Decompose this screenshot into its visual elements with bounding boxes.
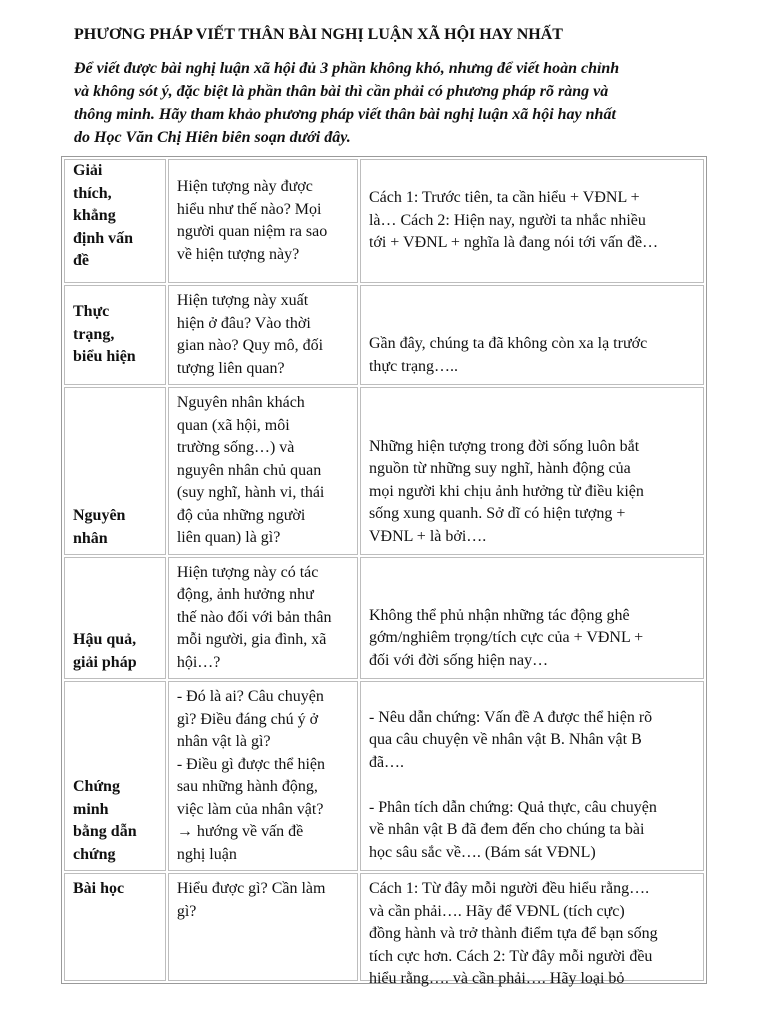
- table-row: [64, 681, 704, 871]
- row-heading-cell: [64, 159, 166, 283]
- question-line: người quan niệm ra sao: [176, 223, 328, 240]
- answer-cell: [360, 557, 704, 679]
- answer-line: Những hiện tượng trong đời sống luôn bắt: [368, 437, 640, 455]
- row-heading-cell: [64, 285, 166, 385]
- question-line: Hiện tượng này xuất: [176, 292, 309, 309]
- question-line: về hiện tượng này?: [176, 245, 300, 263]
- answer-cell: [360, 681, 704, 871]
- answer-line: nguồn từ những suy nghĩ, hành động của: [368, 460, 631, 477]
- intro-line: và không sót ý, đặc biệt là phần thân bài thì cần phải có phương pháp rõ ràng và: [74, 83, 609, 100]
- question-line: - Đó là ai? Câu chuyện: [176, 688, 324, 705]
- question-line: (suy nghĩ, hành vi, thái: [176, 484, 325, 502]
- answer-line: tích cực hơn. Cách 2: Từ đây mỗi người đều: [368, 947, 653, 965]
- row-heading-line: khẳng: [73, 207, 116, 224]
- answer-line: mọi người khi chịu ảnh hưởng từ điều kiện: [368, 482, 644, 500]
- answer-line: gớm/nghiêm trọng/tích cực của + VĐNL +: [368, 629, 644, 646]
- answer-line: qua câu chuyện về nhân vật B. Nhân vật B: [368, 731, 642, 748]
- question-cell: [168, 557, 358, 679]
- question-line: mỗi người, gia đình, xã: [176, 631, 327, 649]
- row-heading-cell: [64, 681, 166, 871]
- answer-line: Không thể phủ nhận những tác động ghê: [368, 606, 630, 624]
- answer-line: thực trạng…..: [368, 357, 459, 375]
- question-line: Hiểu được gì? Cần làm: [176, 880, 326, 897]
- answer-cell: [360, 387, 704, 555]
- question-line: → hướng về vấn đề: [176, 823, 304, 840]
- question-line: Nguyên nhân khách: [176, 394, 305, 412]
- row-heading-line: nhân: [73, 529, 108, 547]
- answer-line: hiểu rằng…. và cần phải…. Hãy loại bỏ: [368, 970, 625, 987]
- row-heading-line: Giải: [73, 162, 103, 179]
- answer-clip: [368, 878, 695, 987]
- answer-line: Cách 1: Từ đây mỗi người đều hiểu rằng….: [368, 880, 650, 897]
- intro-line: do Học Văn Chị Hiên biên soạn dưới đây.: [74, 129, 351, 146]
- row-heading-line: bằng dẫn: [73, 823, 137, 840]
- table-row: [64, 159, 704, 283]
- row-heading-line: Hậu quả,: [73, 631, 137, 648]
- row-heading-line: trạng,: [73, 325, 115, 343]
- answer-line: sống xung quanh. Sở dĩ có hiện tượng +: [368, 505, 626, 522]
- row-heading-line: Nguyên: [73, 507, 126, 524]
- row-heading-line: Chứng: [73, 778, 120, 795]
- answer-line: đã….: [368, 753, 405, 771]
- question-line: hiện ở đâu? Vào thời: [176, 314, 311, 332]
- answer-line: VĐNL + là bởi….: [368, 527, 487, 545]
- question-line: hội…?: [176, 653, 221, 671]
- question-line: Hiện tượng này có tác: [176, 563, 319, 581]
- question-line: động, ảnh hưởng như: [176, 586, 314, 604]
- answer-line: đối với đời sống hiện nay…: [368, 651, 549, 669]
- answer-cell: [360, 873, 704, 987]
- row-heading-line: Thực: [73, 303, 110, 321]
- question-cell: [168, 681, 358, 871]
- row-heading-line: thích,: [73, 184, 112, 202]
- question-line: - Điều gì được thể hiện: [176, 755, 326, 773]
- question-line: Hiện tượng này được: [176, 178, 313, 195]
- row-heading-line: Bài học: [73, 880, 125, 897]
- question-line: việc làm của nhân vật?: [176, 800, 324, 818]
- answer-line: là… Cách 2: Hiện nay, người ta nhắc nhiều: [368, 211, 646, 229]
- row-heading-line: đề: [73, 252, 89, 269]
- table-row: [64, 557, 704, 679]
- answer-cell: [360, 159, 704, 283]
- question-line: liên quan) là gì?: [176, 529, 281, 547]
- question-line: nghị luận: [176, 845, 237, 863]
- row-heading-line: định vấn: [73, 229, 134, 247]
- answer-line: đồng hành và trở thành điểm tựa để bạn sống: [368, 925, 658, 942]
- question-line: sau những hành động,: [176, 778, 318, 795]
- row-heading-line: chứng: [73, 845, 116, 863]
- row-heading-line: minh: [73, 800, 109, 818]
- paragraph-gap: [369, 774, 695, 797]
- question-cell: [168, 873, 358, 981]
- question-line: gì?: [176, 902, 197, 920]
- question-line: tượng liên quan?: [176, 359, 285, 377]
- answer-line: - Phân tích dẫn chứng: Quả thực, câu chuyện: [368, 798, 657, 816]
- answer-line: và cần phải…. Hãy để VĐNL (tích cực): [368, 902, 625, 920]
- question-line: quan (xã hội, môi: [176, 416, 290, 434]
- intro-paragraph: [74, 57, 704, 149]
- answer-cell: [360, 285, 704, 385]
- question-line: nhân vật là gì?: [176, 733, 271, 750]
- row-heading-cell: [64, 873, 166, 981]
- answer-line: Cách 1: Trước tiên, ta cần hiểu + VĐNL +: [368, 189, 640, 207]
- answer-line: - Nêu dẫn chứng: Vấn đề A được thể hiện rõ: [368, 708, 653, 726]
- question-line: thế nào đối với bản thân: [176, 608, 332, 626]
- answer-line: tới + VĐNL + nghĩa là đang nói tới vấn đề…: [368, 234, 659, 252]
- row-heading-cell: [64, 387, 166, 555]
- answer-line: Gần đây, chúng ta đã không còn xa lạ trước: [368, 335, 648, 352]
- row-heading-line: giải pháp: [73, 653, 137, 671]
- question-cell: [168, 387, 358, 555]
- answer-line: về nhân vật B đã đem đến cho chúng ta bài: [368, 821, 645, 838]
- intro-line: Để viết được bài nghị luận xã hội đủ 3 phần không khó, nhưng để viết hoàn chỉnh: [74, 60, 620, 77]
- answer-line: học sâu sắc về…. (Bám sát VĐNL): [368, 843, 596, 861]
- question-cell: [168, 159, 358, 283]
- question-line: hiểu như thế nào? Mọi: [176, 200, 322, 218]
- row-heading-cell: [64, 557, 166, 679]
- question-cell: [168, 285, 358, 385]
- document-title: PHƯƠNG PHÁP VIẾT THÂN BÀI NGHỊ LUẬN XÃ HỘI HAY NHẤT: [74, 26, 563, 43]
- question-line: nguyên nhân chủ quan: [176, 461, 322, 479]
- table-row: [64, 387, 704, 555]
- question-line: gian nào? Quy mô, đối: [176, 337, 324, 354]
- table-row: [64, 285, 704, 385]
- question-line: gì? Điều đáng chú ý ở: [176, 710, 319, 728]
- row-heading-line: biểu hiện: [73, 348, 136, 366]
- question-line: trường sống…) và: [176, 439, 295, 457]
- intro-line: thông minh. Hãy tham khảo phương pháp viết thân bài nghị luận xã hội hay nhất: [74, 106, 616, 123]
- table-row: [64, 873, 704, 981]
- method-table: [61, 156, 707, 987]
- question-line: độ của những người: [176, 506, 306, 524]
